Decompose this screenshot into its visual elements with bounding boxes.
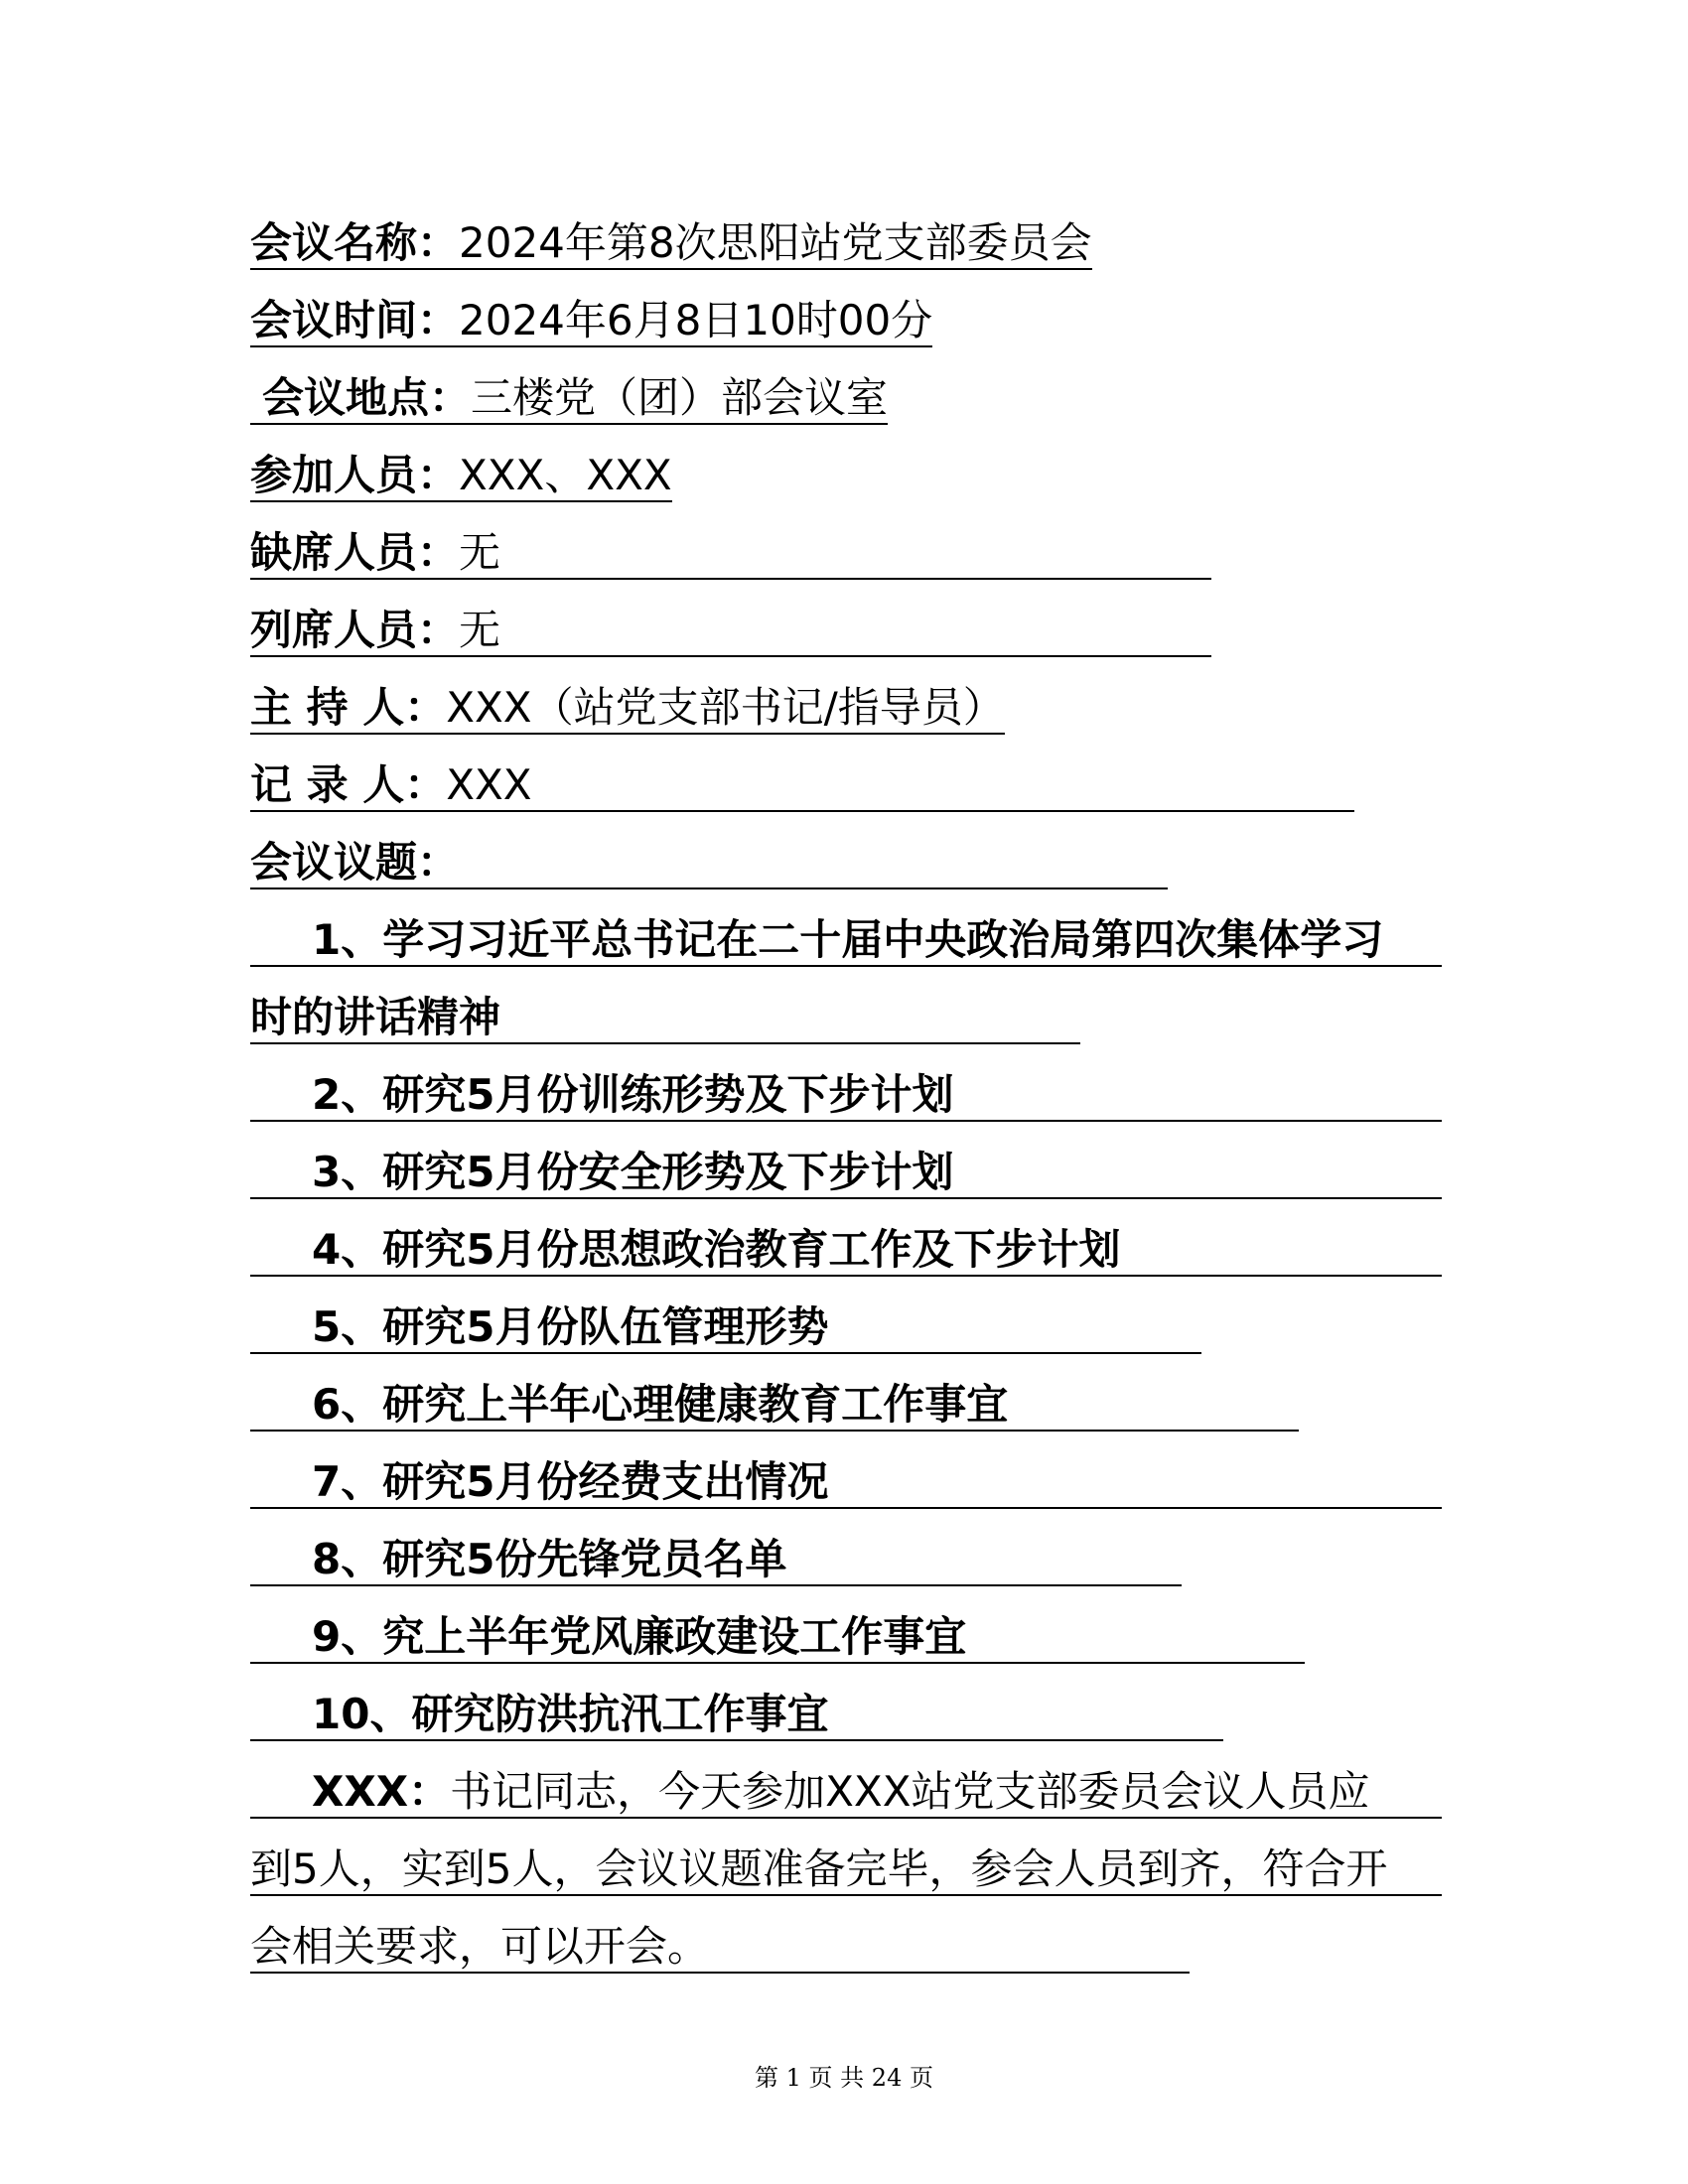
opening-line-1 <box>250 1767 1442 1819</box>
absent-label: 缺席人员： <box>250 528 460 577</box>
opening-text-1: 书记同志，今天参加XXX站党支部委员会议人员应 <box>450 1767 1370 1816</box>
page-footer: 第 1 页 共 24 页 <box>755 2064 933 2092</box>
topic-item: 5、研究5月份队伍管理形势 <box>250 1302 1201 1354</box>
absent-value: 无 <box>459 528 501 577</box>
opening-line-3: 会相关要求，可以开会。 <box>250 1922 1190 1974</box>
observers-line <box>250 606 1211 657</box>
topic-item: 3、研究5月份安全形势及下步计划 <box>250 1148 1442 1199</box>
topic-item: 9、究上半年党风廉政建设工作事宜 <box>250 1612 1305 1664</box>
topic-item: 4、研究5月份思想政治教育工作及下步计划 <box>250 1225 1442 1277</box>
attendees-value: XXX、XXX <box>459 451 672 499</box>
meeting-time-line <box>250 296 932 347</box>
recorder-value: XXX <box>446 760 532 809</box>
observers-value: 无 <box>459 606 501 654</box>
opening-speaker: XXX： <box>312 1767 451 1816</box>
topic-item: 2、研究5月份训练形势及下步计划 <box>250 1070 1442 1122</box>
topic-item: 1、学习习近平总书记在二十届中央政治局第四次集体学习 <box>250 915 1442 967</box>
topic-item: 6、研究上半年心理健康教育工作事宜 <box>250 1380 1299 1432</box>
topic-item-continued: 时的讲话精神 <box>250 993 1080 1044</box>
host-line <box>250 683 1005 735</box>
topics-heading-label: 会议议题： <box>250 838 460 887</box>
meeting-time-label: 会议时间： <box>250 296 460 344</box>
meeting-place-line <box>250 373 888 425</box>
topics-heading-line <box>250 838 1168 889</box>
meeting-time-value: 2024年6月8日10时00分 <box>459 296 933 344</box>
attendees-label: 参加人员： <box>250 451 460 499</box>
recorder-label: 记 录 人： <box>250 760 447 809</box>
attendees-line <box>250 451 672 502</box>
observers-label: 列席人员： <box>250 606 460 654</box>
opening-line-2: 到5人，实到5人，会议议题准备完毕，参会人员到齐，符合开 <box>250 1844 1442 1896</box>
topic-item: 7、研究5月份经费支出情况 <box>250 1457 1442 1509</box>
absent-line <box>250 528 1211 580</box>
meeting-name-label: 会议名称： <box>250 218 460 267</box>
meeting-name-value: 2024年第8次思阳站党支部委员会 <box>459 218 1092 267</box>
topic-item: 8、研究5份先锋党员名单 <box>250 1535 1182 1586</box>
meeting-place-value: 三楼党（团）部会议室 <box>471 373 889 422</box>
host-label: 主 持 人： <box>250 683 447 732</box>
meeting-place-label: 会议地点： <box>262 373 472 422</box>
topic-item: 10、研究防洪抗汛工作事宜 <box>250 1690 1223 1741</box>
meeting-name-line <box>250 218 1092 270</box>
host-value: XXX（站党支部书记/指导员） <box>446 683 1005 732</box>
recorder-line <box>250 760 1354 812</box>
